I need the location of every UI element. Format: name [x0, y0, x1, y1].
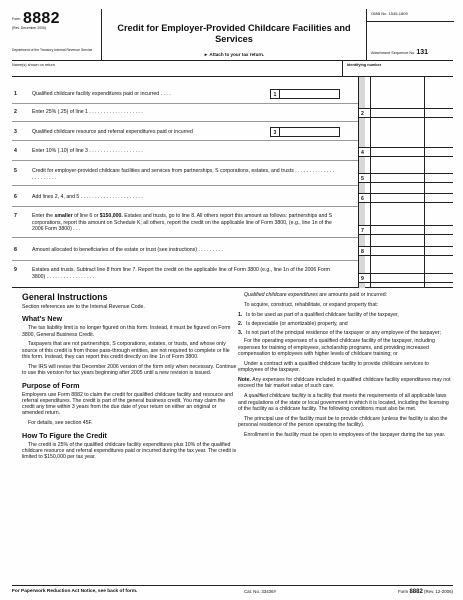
list-text: Is to be used as part of a qualified childcare facility of the taxpayer, — [246, 311, 399, 318]
list-number: 2. — [238, 320, 243, 327]
row-separator — [12, 140, 358, 141]
line-7-input[interactable] — [370, 225, 453, 235]
list-number: 1. — [238, 311, 243, 318]
line-7-text-bold2: $150,000. — [99, 213, 123, 219]
row-separator — [12, 160, 358, 161]
acquire-paragraph: To acquire, construct, rehabilitate, or expand property that: — [244, 301, 379, 308]
name-field-label: Name(s) shown on return — [12, 63, 55, 67]
row-separator — [12, 103, 358, 104]
list-number: 3. — [238, 329, 243, 336]
instructions-left-column — [22, 292, 238, 464]
qualified-expenditures-intro — [238, 292, 454, 298]
list-text: Is depreciable (or amortizable) property, and — [246, 320, 348, 327]
line-box: 5 — [358, 173, 370, 183]
whats-new-paragraph: Taxpayers that are not partnerships, S corporations, estates, or trusts, and whose only source of this credit is from those pass-through entities, are not required to complete or file this form. Instead, they can report this credit directly on line 1n of Form 3800. — [22, 341, 230, 361]
name-row — [12, 61, 453, 77]
purpose-paragraph: Employers use Form 8882 to claim the credit for qualified childcare facility and resource and referral expenditures. The credit is part of the general business credit. You may claim the credit any time within 3 years from the due date of your return on either an original or amended return. — [22, 391, 234, 417]
form-number: 8882 — [23, 10, 60, 27]
revision-date: (Rev. December 2006) — [12, 26, 47, 30]
inner-line-box: 3 — [270, 127, 280, 137]
how-to-figure-heading: How To Figure the Credit — [22, 430, 107, 440]
qualified-expenditures-rest: are amounts paid or incurred: — [317, 292, 388, 298]
attachment-label: Attachment Sequence No. — [371, 51, 416, 55]
line-number: 8 — [14, 247, 17, 253]
line-3-input[interactable] — [280, 127, 340, 137]
line-2-input[interactable] — [370, 108, 453, 118]
footer-revision: (Rev. 12-2006) — [424, 589, 453, 594]
line-box: 2 — [358, 108, 370, 118]
row-separator — [12, 237, 358, 238]
row-separator — [12, 121, 358, 122]
line-9-input[interactable] — [370, 273, 453, 283]
footer-form-label: Form — [397, 589, 409, 594]
principal-use-paragraph: The principal use of the facility must be to provide childcare (unless the facility is also the personal residence of the person operating the facility). — [238, 415, 448, 429]
how-to-figure-paragraph: The credit is 25% of the qualified childcare facility expenditures plus 10% of the qualified childcare resource and referral expenditures paid or incurred during the tax year. The credit is limited to $150,000 per tax year. — [22, 441, 237, 461]
instructions-right-column — [238, 292, 454, 442]
line-5-input[interactable] — [370, 173, 453, 183]
note-paragraph — [238, 377, 454, 390]
attach-text: Attach to your tax return. — [209, 52, 265, 57]
form-title: Credit for Employer-Provided Childcare Facilities and Services — [117, 23, 351, 44]
line-6-input[interactable] — [370, 193, 453, 203]
attachment-sequence — [371, 51, 428, 56]
omb-block — [366, 9, 453, 61]
whats-new-paragraph: The IRS will revise this December 2006 version of the form only when necessary. Continue to use this version for tax years beginning after 2005 until a new revision is issued. — [22, 363, 237, 377]
line-text: Enter 10% (.10) of line 3 . . . . . . . . . . . . . . . . . . . — [32, 148, 143, 154]
list-item — [238, 330, 454, 336]
operating-expenses-paragraph: For the operating expenses of a qualified childcare facility of the taxpayer, including expenses for training of employees, scholarship programs, and providing increased compensation to employees with higher levels of childcare training; or — [238, 338, 435, 358]
line-text: Estates and trusts. Subtract line 8 from line 7. Report the credit on the applicable line of Form 3800 (e.g., line 1n of the 2006 Form 3800) . . . . . . . . . . . . . . . . . — [32, 267, 330, 280]
attach-note: ► Attach to your tax return. — [203, 52, 265, 57]
section-references-text: Section references are to the Internal Revenue Code. — [22, 304, 145, 310]
facility-rest: is a facility that meets the requirements of all applicable laws and regulations of the state or local government in which it is located, including the licensing of the facility as a childcare facility. The following conditions must also be met. — [238, 393, 449, 412]
line-number: 7 — [14, 213, 17, 219]
facility-pre: A — [244, 393, 249, 400]
list-item — [238, 312, 454, 318]
line-number: 6 — [14, 194, 17, 200]
row-separator — [12, 260, 358, 261]
paperwork-notice: For Paperwork Reduction Act Notice, see back of form. — [12, 589, 138, 594]
line-7-text-post: Estates and trusts, go to line 8. All others report this amount as follows: partnerships and S corporations, report this amount on Schedule K; all others, report the credit on the applicable line of Form 3800, (e.g., line 1n of the 2006 Form 3800) . . . — [32, 213, 333, 233]
whats-new-paragraph: The tax liability limit is no longer figured on this form. Instead, it must be figured on Form 3800, General Business Credit. — [22, 325, 231, 338]
identifying-number-label: Identifying number — [347, 63, 382, 67]
purpose-heading: Purpose of Form — [22, 380, 80, 390]
footer-form-id — [398, 589, 453, 595]
form-footer — [12, 585, 453, 597]
line-number: 5 — [14, 168, 17, 174]
note-text: Any expenses for childcare included in qualified childcare facility expenditures may not exceed the fair market value of such care. — [238, 377, 451, 390]
line-8-input[interactable] — [370, 246, 453, 256]
line-text: Amount allocated to beneficiaries of the estate or trust (see instructions) . . . . . . . . . — [32, 247, 223, 253]
footer-form-number: 8882 — [409, 589, 423, 595]
omb-divider — [367, 21, 454, 22]
line-4-input[interactable] — [370, 147, 453, 157]
line-7-text-pre: Enter the — [32, 213, 55, 219]
whats-new-heading: What's New — [22, 314, 63, 324]
line-box: 6 — [358, 193, 370, 203]
line-text — [32, 213, 337, 233]
contract-paragraph: Under a contract with a qualified childcare facility to provide childcare services to employees of the taxpayer. — [238, 360, 429, 374]
form-label: Form — [12, 17, 21, 21]
row-separator — [12, 185, 358, 186]
identifying-number-field[interactable] — [342, 61, 453, 77]
general-instructions-heading: General Instructions — [22, 292, 108, 302]
line-number: 2 — [14, 109, 17, 115]
omb-number: OMB No. 1545-1809 — [371, 11, 408, 16]
form-title-block — [102, 9, 366, 61]
list-item — [238, 321, 454, 327]
line-text: Qualified childcare facility expenditures paid or incurred . . . . — [32, 91, 171, 97]
facility-term: qualified childcare facility — [248, 393, 307, 400]
list-text: Is not part of the principal residence of the taxpayer or any employee of the taxpayer; — [246, 329, 441, 336]
note-label: Note. — [238, 377, 251, 384]
line-number: 3 — [14, 129, 17, 135]
line-number: 9 — [14, 267, 17, 273]
qualified-expenditures-term: Qualified childcare expenditures — [244, 292, 318, 298]
line-box: 9 — [358, 273, 370, 283]
purpose-paragraph: For details, see section 45F. — [28, 420, 93, 427]
line-text: Add lines 2, 4, and 5 . . . . . . . . . . . . . . . . . . . . . . — [32, 194, 143, 200]
line-text: Enter 25% (.25) of line 1 . . . . . . . . . . . . . . . . . . . — [32, 109, 143, 115]
row-separator — [12, 206, 358, 207]
credit-lines-table — [12, 77, 453, 288]
form-id-block — [12, 9, 102, 61]
form-header — [12, 9, 453, 61]
line-box: 8 — [358, 246, 370, 256]
line-7-text-mid: of line 6 or — [72, 213, 100, 219]
facility-definition-paragraph — [238, 393, 454, 412]
line-number: 1 — [14, 91, 17, 97]
line-box: 7 — [358, 225, 370, 235]
line-box: 4 — [358, 147, 370, 157]
line-text: Credit for employer-provided childcare facilities and services from partnerships, S corporations, estates, and trusts . . . . . . . . . . . . . . . . . . . . . . . — [32, 168, 335, 181]
inner-line-box: 1 — [270, 89, 280, 99]
line-7-text-bold: smaller — [54, 213, 73, 219]
line-number: 4 — [14, 148, 17, 154]
catalog-number: Cat. No. 33436Y — [244, 589, 277, 594]
line-1-input[interactable] — [280, 89, 340, 99]
line-text: Qualified childcare resource and referral expenditures paid or incurred — [32, 129, 193, 135]
department-name: Department of the Treasury Internal Revenue Service — [12, 48, 93, 52]
sequence-number: 131 — [416, 49, 429, 56]
enrollment-paragraph: Enrollment in the facility must be open to employees of the taxpayer during the tax year. — [244, 431, 446, 438]
